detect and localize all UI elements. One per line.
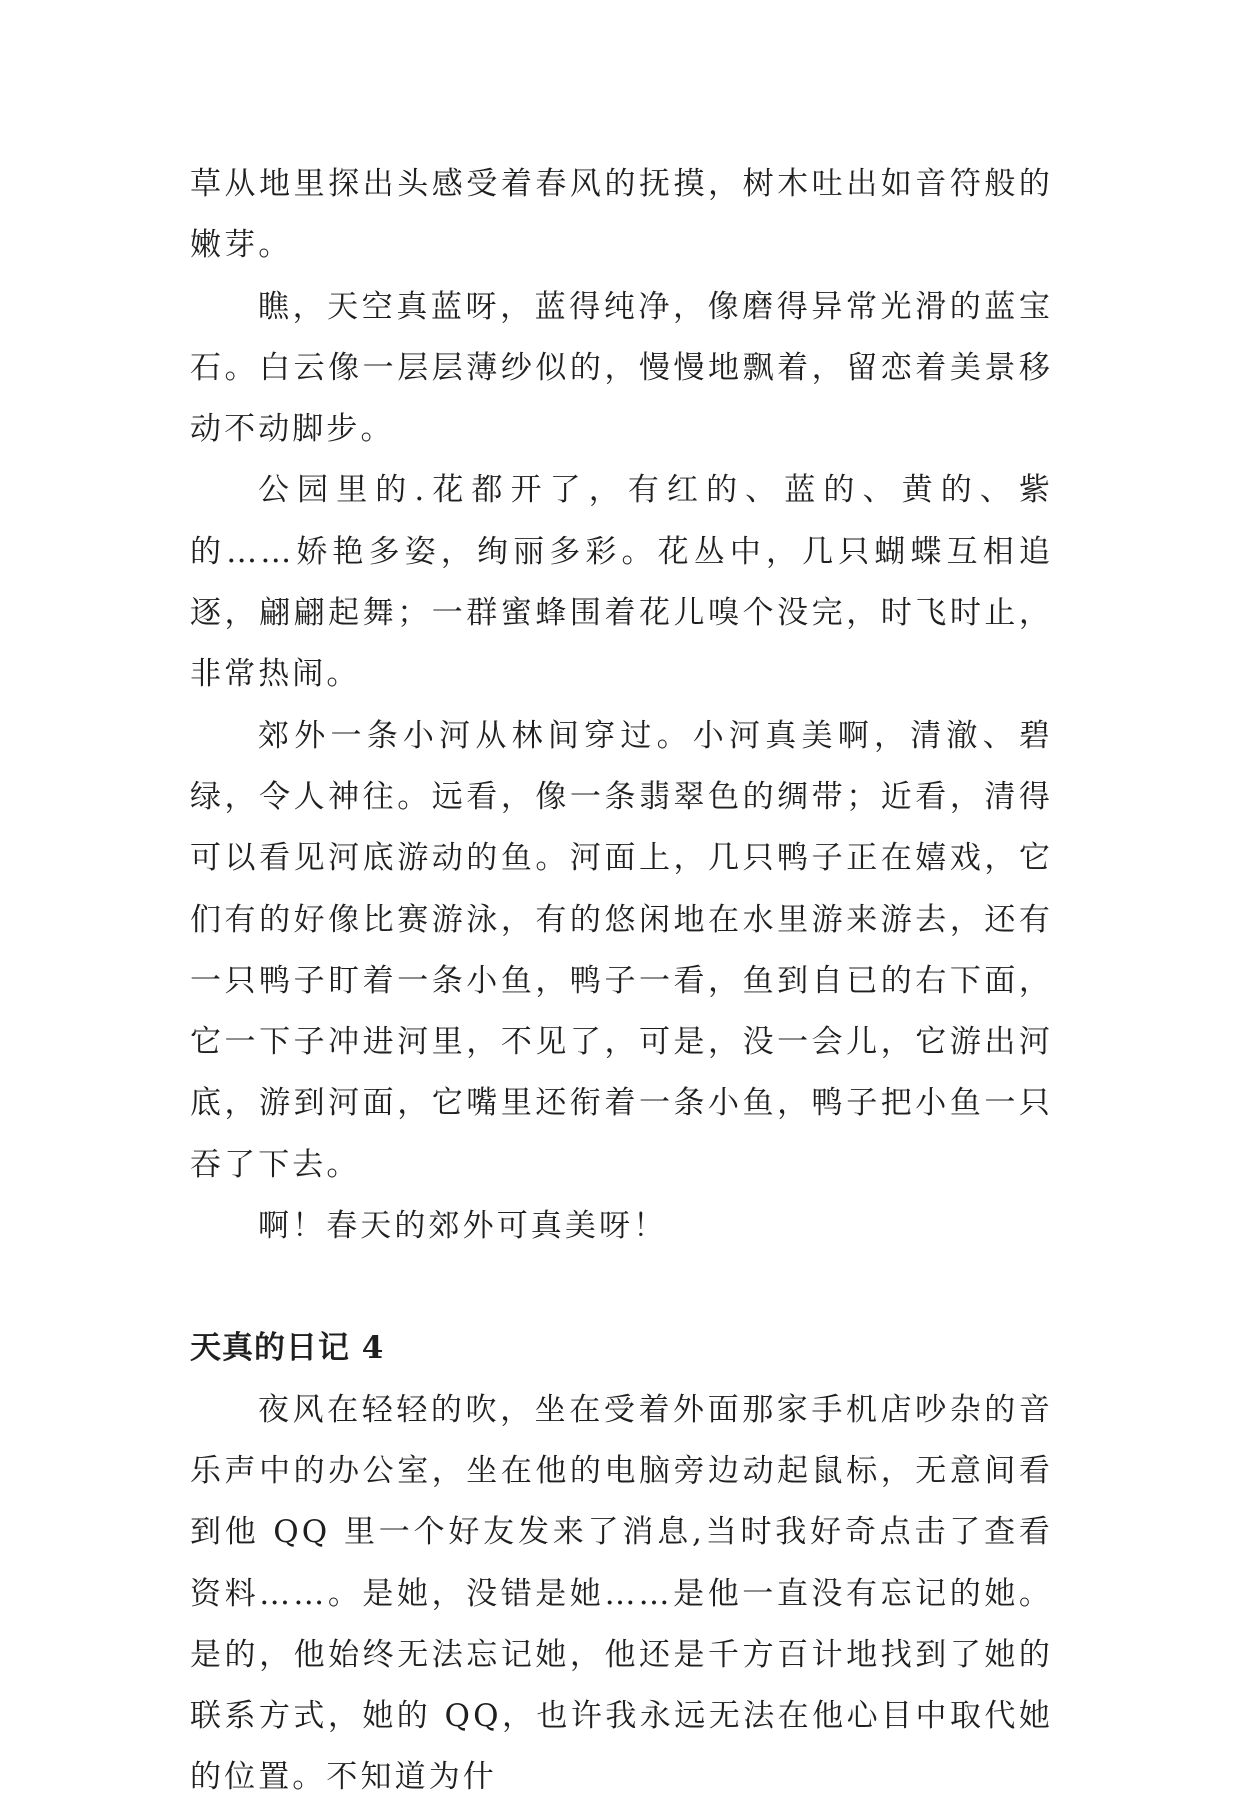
paragraph-sky: 瞧，天空真蓝呀，蓝得纯净，像磨得异常光滑的蓝宝石。白云像一层层薄纱似的，慢慢地飘着，留恋着美景移动不动脚步。 <box>190 288 1053 448</box>
paragraph-closing: 啊！春天的郊外可真美呀！ <box>258 1208 668 1245</box>
document-page <box>190 154 1053 1809</box>
paragraph-diary: 夜风在轻轻的吹，坐在受着外面那家手机店吵杂的音乐声中的办公室，坐在他的电脑旁边动起鼠标，无意间看到他 QQ 里一个好友发来了消息,当时我好奇点击了查看资料……。是她，没错是她……是他一直没有忘记的她。是的，他始终无法忘记她，他还是千方百计地找到了她的联系方式，她的 QQ，也许我永远无法在他心目中取代她的位置。不知道为什 <box>190 1391 1053 1796</box>
paragraph-river: 郊外一条小河从林间穿过。小河真美啊，清澈、碧绿，令人神往。远看，像一条翡翠色的绸带；近看，清得可以看见河底游动的鱼。河面上，几只鸭子正在嬉戏，它们有的好像比赛游泳，有的悠闲地在水里游来游去，还有一只鸭子盯着一条小鱼，鸭子一看，鱼到自已的右下面，它一下子冲进河里，不见了，可是，没一会儿，它游出河底，游到河面，它嘴里还衔着一条小鱼，鸭子把小鱼一只吞了下去。 <box>190 717 1053 1183</box>
paragraph-continued: 草从地里探出头感受着春风的抚摸，树木吐出如音符般的嫩芽。 <box>190 166 1053 264</box>
section-title: 天真的日记 4 <box>190 1330 385 1367</box>
paragraph-park-flowers: 公园里的.花都开了，有红的、蓝的、黄的、紫的……娇艳多姿，绚丽多彩。花丛中，几只蝴蝶互相追逐，翩翩起舞；一群蜜蜂围着花儿嗅个没完，时飞时止，非常热闹。 <box>190 472 1053 693</box>
